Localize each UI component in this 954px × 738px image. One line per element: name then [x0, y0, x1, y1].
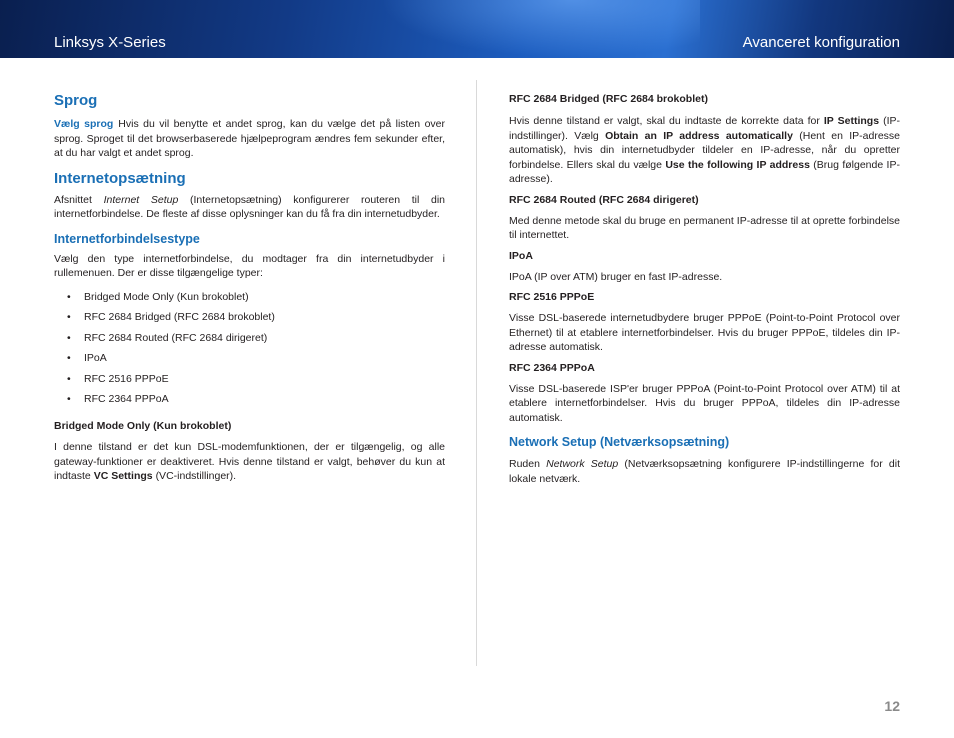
header-product-title: Linksys X-Series [54, 34, 166, 51]
text-ip-settings: IP Settings [823, 115, 880, 127]
list-item-text: RFC 2684 Bridged (RFC 2684 brokoblet) [84, 311, 275, 323]
paragraph-rfc2364-pppoa: Visse DSL-baserede ISP'er bruger PPPoA (Point-to-Point Protocol over ATM) til at etablere internetforbindelser. Hvis du bruger PPPoA, tildeles din IP-adresse automatisk. [509, 382, 900, 424]
heading-bridged-mode: Bridged Mode Only (Kun brokoblet) [54, 420, 232, 432]
text-sprog: Hvis du vil benytte et andet sprog, kan du vælge det på listen over sprog. Sproget til det browserbaserede hjælpeprogram ændres fem sekunder efter, at du har valgt et andet sprog. [54, 118, 445, 159]
heading-network-setup: Network Setup (Netværksopsætning) [509, 435, 730, 449]
text-obtain-ip: Obtain an IP address automatically [605, 129, 793, 142]
text-rfc2684b-2: (IP-indstillinger). Vælg [509, 115, 900, 142]
paragraph-rfc2516-pppoe: Visse DSL-baserede internetudbydere bruger PPPoE (Point-to-Point Protocol over Ethernet) til at etablere internetforbindelser. Hvis du bruger PPPoE, tildeles din IP-adresse automatisk. [509, 312, 900, 353]
left-column [54, 92, 445, 484]
text-bridged-pre: I denne tilstand er det kun DSL-modemfunktionen, der er tilgængelig, og alle gateway-funktioner er deaktiveret. Hvis denne tilstand er valgt, behøver du kun at indtaste [54, 441, 445, 482]
list-item-text: RFC 2684 Routed (RFC 2684 dirigeret) [84, 331, 268, 344]
text-rfc2684b-3: (Hent en IP-adresse automatisk), hvis din internetudbyder tildeler en IP-adresse, når du opretter forbindelse. Ellers skal du vælge [509, 129, 900, 171]
list-item [54, 351, 445, 365]
text-rfc2684b-4: (Brug følgende IP-adresse). [509, 158, 900, 185]
bullet-icon: • [67, 331, 71, 344]
heading-sprog: Sprog [54, 92, 98, 109]
connection-type-list [54, 290, 445, 407]
heading-rfc2684-routed: RFC 2684 Routed (RFC 2684 dirigeret) [509, 193, 699, 206]
text-network-pre: Ruden [509, 458, 540, 470]
bullet-icon: • [67, 393, 71, 405]
list-item [54, 310, 445, 324]
text-internet-pre: Afsnittet [54, 193, 92, 206]
column-divider [476, 80, 477, 666]
text-bridged-post: (VC-indstillinger). [155, 470, 237, 482]
paragraph-rfc2684-routed: Med denne metode skal du bruge en permanent IP-adresse til at oprette forbindelse til internettet. [509, 214, 900, 241]
text-use-following-ip: Use the following IP address [665, 158, 810, 171]
paragraph-internetopsaetning [54, 193, 445, 222]
text-network-post: (Netværksopsætning konfigurere IP-indstillingerne for dit lokale netværk. [509, 458, 900, 485]
paragraph-internetforbindelsestype: Vælg den type internetforbindelse, du modtager fra din internetudbyder i rullemenuen. Der er disse tilgængelige typer: [54, 252, 445, 279]
list-item [54, 392, 445, 406]
bullet-icon: • [67, 352, 71, 364]
list-item [54, 372, 445, 386]
list-item [54, 290, 445, 304]
list-item [54, 331, 445, 345]
right-column [509, 93, 900, 486]
page-header [0, 0, 954, 58]
heading-internetforbindelsestype: Internetforbindelsestype [54, 231, 200, 246]
text-internet-post: (Internetopsætning) konfigurerer routeren til din internetforbindelse. De fleste af disse oplysninger kan du få fra din internetudbyder. [54, 193, 446, 220]
list-item-text: RFC 2516 PPPoE [84, 372, 169, 385]
list-item-text: Bridged Mode Only (Kun brokoblet) [84, 290, 249, 303]
text-network-setup: Network Setup [546, 458, 619, 470]
bullet-icon: • [67, 372, 71, 385]
paragraph-sprog [54, 117, 445, 161]
bullet-icon: • [67, 290, 71, 303]
text-internet-setup: Internet Setup [103, 193, 179, 206]
paragraph-rfc2684-bridged [509, 114, 900, 187]
page-number: 12 [884, 698, 900, 714]
text-vc-settings: VC Settings [93, 470, 153, 482]
text-rfc2684b-1: Hvis denne tilstand er valgt, skal du indtaste de korrekte data for [509, 115, 820, 127]
header-section-title: Avanceret konfiguration [742, 34, 900, 51]
heading-rfc2364-pppoa: RFC 2364 PPPoA [509, 361, 595, 374]
paragraph-bridged-mode [54, 440, 445, 484]
header-glow [380, 0, 700, 58]
heading-rfc2516-pppoe: RFC 2516 PPPoE [509, 291, 595, 303]
heading-internetopsaetning: Internetopsætning [54, 169, 186, 187]
paragraph-ipoa: IPoA (IP over ATM) bruger en fast IP-adresse. [509, 270, 723, 283]
list-item-text: IPoA [84, 352, 107, 364]
heading-ipoa: IPoA [509, 249, 533, 262]
list-item-text: RFC 2364 PPPoA [84, 393, 169, 405]
paragraph-network-setup [509, 457, 900, 486]
bullet-icon: • [67, 311, 71, 323]
heading-rfc2684-bridged: RFC 2684 Bridged (RFC 2684 brokoblet) [509, 93, 708, 105]
label-vaelg-sprog: Vælg sprog [54, 118, 114, 130]
